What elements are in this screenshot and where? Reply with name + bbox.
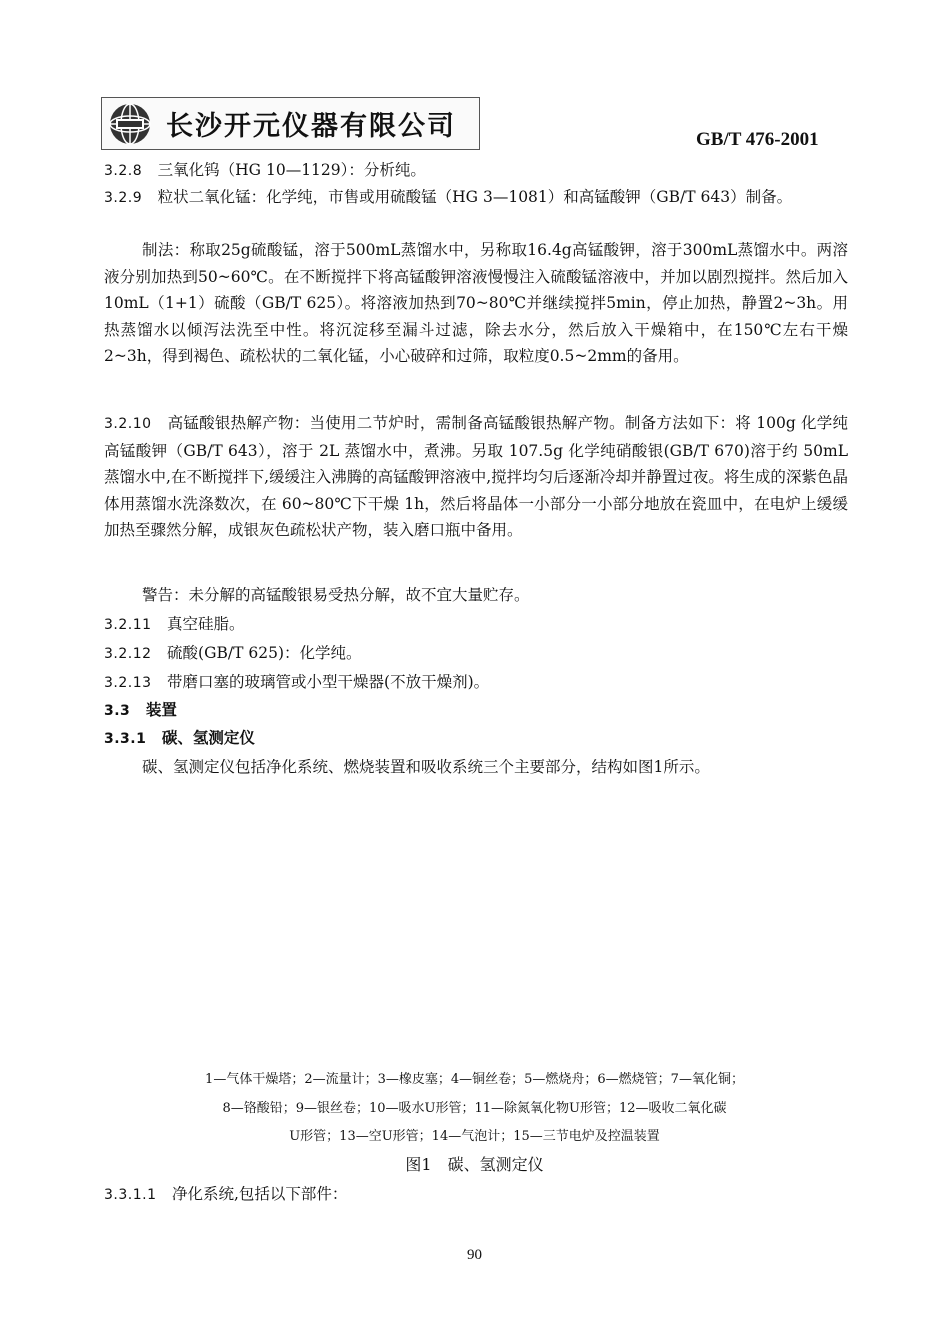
preparation-method-paragraph: 制法：称取25g硫酸锰，溶于500mL蒸馏水中，另称取16.4g高锰酸钾，溶于300mL蒸馏水中。两溶液分别加热到50~60℃。在不断搅拌下将高锰酸钾溶液慢慢注入硫酸锰溶液中，并加以剧烈搅拌。然后加入10mL（1+1）硫酸（GB/T 625）。将溶液加热到70~80℃并继续搅拌5min，停止加热，静置2~3h。用热蒸馏水以倾泻法洗至中性。将沉淀移至漏斗过滤，除去水分，然后放入干燥箱中，在150℃左右干燥2~3h，得到褐色、疏松状的二氧化锰，小心破碎和过筛，取粒度0.5~2mm的备用。 [104, 241, 848, 365]
standard-code: GB/T 476-2001 [696, 129, 819, 150]
section-3-2-13: 3.2.13 带磨口塞的玻璃管或小型干燥器(不放干燥剂)。 [104, 673, 490, 691]
apparatus-intro-paragraph: 碳、氢测定仪包括净化系统、燃烧装置和吸收系统三个主要部分，结构如图1所示。 [142, 758, 710, 776]
figure-legend-line-1: 1—气体干燥塔；2—流量计；3—橡皮塞；4—铜丝卷；5—燃烧舟；6—燃烧管；7—氧化铜； [205, 1072, 744, 1087]
section-3-2-12: 3.2.12 硫酸(GB/T 625)：化学纯。 [104, 644, 362, 662]
section-3-2-9: 3.2.9 粒状二氧化锰：化学纯，市售或用硫酸锰（HG 3—1081）和高锰酸钾（GB/T 643）制备。 [104, 188, 793, 206]
company-logo-banner [101, 97, 480, 150]
section-3-3-1-1: 3.3.1.1 净化系统,包括以下部件： [104, 1185, 348, 1203]
figure-legend-line-3: U形管；13—空U形管；14—气泡计；15—三节电炉及控温装置 [289, 1129, 660, 1144]
section-3-3-heading: 3.3 装置 [104, 700, 177, 719]
figure-area [101, 790, 848, 1060]
section-3-3-1-heading: 3.3.1 碳、氢测定仪 [104, 728, 255, 747]
section-3-2-10: 3.2.10 高锰酸银热解产物：当使用二节炉时，需制备高锰酸银热解产物。制备方法如下：将 100g 化学纯高锰酸钾（GB/T 643），溶于 2L 蒸馏水中，煮沸。另取 107.5g 化学纯硝酸银(GB/T 670)溶于约 50mL 蒸馏水中,在不断搅拌下,缓缓注入沸腾的高锰酸钾溶液中,搅拌均匀后逐渐冷却并静置过夜。将生成的深紫色晶体用蒸馏水洗涤数次，在 60~80℃下干燥 1h，然后将晶体一小部分一小部分地放在瓷皿中，在电炉上缓缓加热至骤然分解，成银灰色疏松状产物，装入磨口瓶中备用。 [104, 414, 848, 539]
company-name: 长沙开元仪器有限公司 [166, 111, 456, 142]
globe-logo-icon [108, 102, 152, 146]
figure-title: 图1 碳、氢测定仪 [405, 1155, 544, 1174]
figure-legend-line-2: 8—铬酸铅；9—银丝卷；10—吸水U形管；11—除氮氧化物U形管；12—吸收二氧化碳 [222, 1101, 727, 1116]
section-3-2-8: 3.2.8 三氧化钨（HG 10—1129）：分析纯。 [104, 161, 426, 179]
page-number: 90 [467, 1247, 482, 1263]
section-3-2-11: 3.2.11 真空硅脂。 [104, 615, 245, 633]
warning-paragraph: 警告：未分解的高锰酸银易受热分解，故不宜大量贮存。 [142, 586, 530, 604]
